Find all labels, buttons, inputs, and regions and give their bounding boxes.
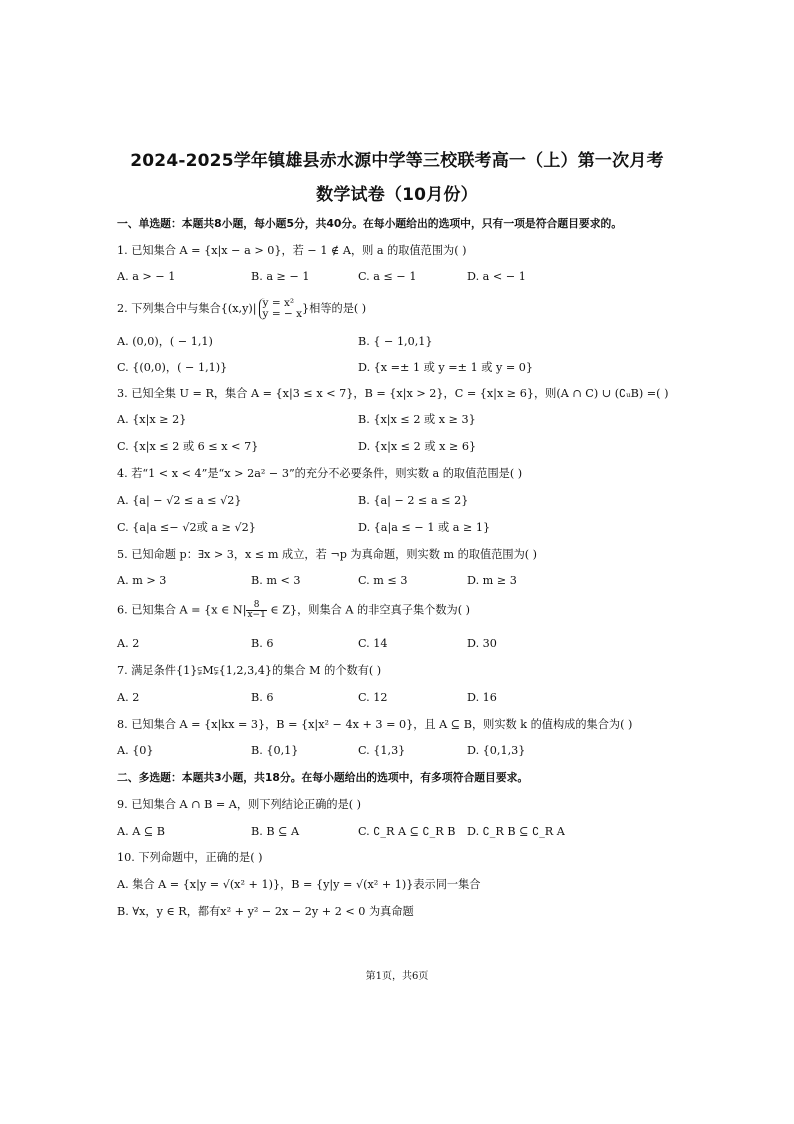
- q2-equation-system: [259, 298, 302, 320]
- question-3-options-row2: [117, 439, 717, 455]
- q9-option-d: D. ∁_R B ⊆ ∁_R A: [467, 825, 565, 838]
- question-8-options: [117, 743, 717, 759]
- q8-option-a: A. {0}: [117, 744, 154, 757]
- q1-option-c: C. a ≤ − 1: [358, 270, 417, 283]
- q2-system-bottom: y = − x: [262, 308, 303, 320]
- exam-subtitle: 数学试卷（10月份）: [316, 185, 478, 205]
- section-heading-multi-choice: 二、多选题：本题共3小题，共18分。在每小题给出的选项中，有多项符合题目要求。: [117, 771, 529, 784]
- q6-fraction-denominator: x−1: [247, 610, 266, 620]
- question-6-stem: [117, 601, 470, 620]
- q6-stem-post: ∈ Z}，则集合 A 的非空真子集个数为( ): [266, 603, 471, 617]
- question-3-stem: 3. 已知全集 U = R，集合 A = {x|3 ≤ x < 7}，B = {x|x > 2}，C = {x|x ≥ 6}，则(A ∩ C) ∪ (∁ᵤB) =( ): [117, 387, 669, 400]
- section-heading-single-choice: 一、单选题：本题共8小题，每小题5分，共40分。在每小题给出的选项中，只有一项是符合题目要求的。: [117, 217, 623, 230]
- q3-option-b: B. {x|x ≤ 2 或 x ≥ 3}: [358, 413, 476, 426]
- q2-option-a: A. (0,0)，( − 1,1): [117, 335, 213, 348]
- q5-option-c: C. m ≤ 3: [358, 574, 408, 587]
- question-5-stem: 5. 已知命题 p：∃x > 3，x ≤ m 成立，若 ¬p 为真命题，则实数 m 的取值范围为( ): [117, 548, 538, 561]
- q7-option-b: B. 6: [251, 691, 274, 704]
- question-2-options-row1: [117, 334, 717, 350]
- q2-stem-post: }相等的是( ): [302, 302, 367, 315]
- q7-option-c: C. 12: [358, 691, 388, 704]
- question-9-options: [117, 824, 717, 840]
- page-footer: 第1页，共6页: [365, 971, 429, 982]
- question-1-options: [117, 269, 717, 285]
- question-4-options-row2: [117, 520, 717, 536]
- q5-option-a: A. m > 3: [117, 574, 167, 587]
- question-1-stem: 1. 已知集合 A = {x|x − a > 0}，若 − 1 ∉ A，则 a 的取值范围为( ): [117, 244, 467, 257]
- q1-option-b: B. a ≥ − 1: [251, 270, 310, 283]
- question-5-options: [117, 573, 717, 589]
- q2-stem-pre: 2. 下列集合中与集合{(x,y)|: [117, 302, 257, 315]
- question-3-options-row1: [117, 412, 717, 428]
- q6-option-b: B. 6: [251, 637, 274, 650]
- q4-option-a: A. {a| − √2 ≤ a ≤ √2}: [117, 494, 242, 507]
- q3-option-d: D. {x|x ≤ 2 或 x ≥ 6}: [358, 440, 477, 453]
- q9-option-b: B. B ⊆ A: [251, 825, 300, 838]
- q1-option-d: D. a < − 1: [467, 270, 526, 283]
- question-10-stem: 10. 下列命题中，正确的是( ): [117, 851, 263, 864]
- q2-option-c: C. {(0,0)，( − 1,1)}: [117, 361, 228, 374]
- q10-option-a: A. 集合 A = {x|y = √(x² + 1)}，B = {y|y = √(x² + 1)}表示同一集合: [117, 878, 481, 891]
- q6-option-d: D. 30: [467, 637, 497, 650]
- question-4-stem: 4. 若“1 < x < 4”是“x > 2a² − 3”的充分不必要条件，则实数 a 的取值范围是( ): [117, 467, 523, 480]
- q2-system-top: y = x²: [262, 297, 295, 309]
- question-2-stem: [117, 298, 366, 320]
- q8-option-c: C. {1,3}: [358, 744, 406, 757]
- q5-option-d: D. m ≥ 3: [467, 574, 517, 587]
- question-8-stem: 8. 已知集合 A = {x|kx = 3}，B = {x|x² − 4x + 3 = 0}，且 A ⊆ B，则实数 k 的值构成的集合为( ): [117, 718, 633, 731]
- q6-option-a: A. 2: [117, 637, 140, 650]
- question-9-stem: 9. 已知集合 A ∩ B = A，则下列结论正确的是( ): [117, 798, 362, 811]
- q7-option-d: D. 16: [467, 691, 497, 704]
- q5-option-b: B. m < 3: [251, 574, 301, 587]
- q8-option-b: B. {0,1}: [251, 744, 299, 757]
- q10-option-b: B. ∀x，y ∈ R，都有x² + y² − 2x − 2y + 2 < 0 为真命题: [117, 905, 414, 918]
- question-2-options-row2: [117, 360, 717, 376]
- q6-fraction-numerator: 8: [246, 601, 266, 611]
- q4-option-b: B. {a| − 2 ≤ a ≤ 2}: [358, 494, 469, 507]
- question-4-options-row1: [117, 493, 717, 509]
- q9-option-c: C. ∁_R A ⊆ ∁_R B: [358, 825, 456, 838]
- question-7-stem: 7. 满足条件{1}⫋M⫋{1,2,3,4}的集合 M 的个数有( ): [117, 664, 382, 677]
- q2-option-d: D. {x =± 1 或 y =± 1 或 y = 0}: [358, 361, 534, 374]
- q9-option-a: A. A ⊆ B: [117, 825, 165, 838]
- question-6-options: [117, 636, 717, 652]
- q7-option-a: A. 2: [117, 691, 140, 704]
- exam-title: 2024-2025学年镇雄县赤水源中学等三校联考高一（上）第一次月考: [130, 151, 664, 171]
- question-7-options: [117, 690, 717, 706]
- q6-fraction: [246, 601, 266, 620]
- q8-option-d: D. {0,1,3}: [467, 744, 526, 757]
- q6-stem-pre: 6. 已知集合 A = {x ∈ N|: [117, 603, 247, 617]
- q6-option-c: C. 14: [358, 637, 388, 650]
- q3-option-c: C. {x|x ≤ 2 或 6 ≤ x < 7}: [117, 440, 259, 453]
- q2-option-b: B. { − 1,0,1}: [358, 335, 433, 348]
- q4-option-c: C. {a|a ≤− √2或 a ≥ √2}: [117, 521, 256, 534]
- q4-option-d: D. {a|a ≤ − 1 或 a ≥ 1}: [358, 521, 491, 534]
- q3-option-a: A. {x|x ≥ 2}: [117, 413, 187, 426]
- q1-option-a: A. a > − 1: [117, 270, 176, 283]
